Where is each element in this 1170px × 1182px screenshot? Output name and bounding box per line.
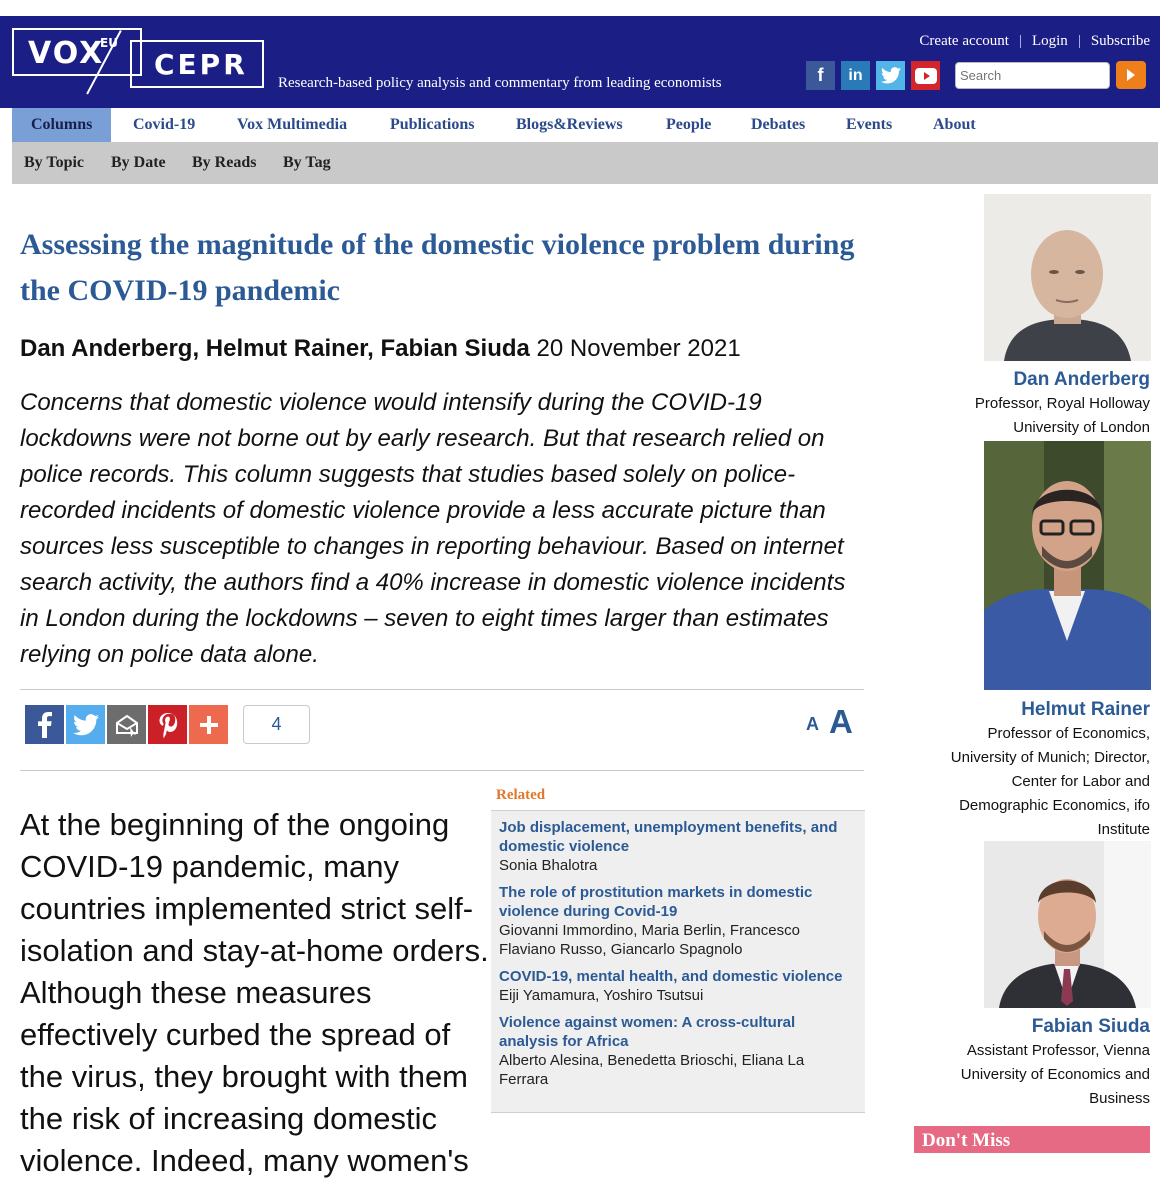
nav-item-vox-multimedia[interactable]: Vox Multimedia <box>237 116 348 133</box>
related-item-authors: Alberto Alesina, Benedetta Brioschi, Eliana La Ferrara <box>499 1052 805 1088</box>
header-top-strip <box>0 0 1170 16</box>
nav-item-columns[interactable]: Columns <box>12 108 111 142</box>
article-authors[interactable]: Dan Anderberg, Helmut Rainer, Fabian Siuda <box>20 335 530 362</box>
arrow-right-icon <box>1125 68 1137 82</box>
twitter-icon[interactable] <box>876 61 905 90</box>
sidebar-author-affiliation <box>975 392 1150 440</box>
article-title: Assessing the magnitude of the domestic violence problem during the COVID-19 pandemic <box>20 228 855 307</box>
affiliation-line: Business <box>1089 1090 1150 1107</box>
search-submit-button[interactable] <box>1116 61 1146 89</box>
search-input[interactable] <box>955 62 1110 89</box>
share-facebook-icon[interactable] <box>25 705 64 744</box>
nav-item-publications[interactable]: Publications <box>390 116 475 133</box>
share-print-email-icon[interactable] <box>107 705 146 744</box>
share-more-plus-icon[interactable] <box>189 705 228 744</box>
divider <box>20 689 864 690</box>
subnav-by-tag[interactable]: By Tag <box>283 154 331 171</box>
share-twitter-icon[interactable] <box>66 705 105 744</box>
divider <box>20 770 864 771</box>
nav-item-people[interactable]: People <box>666 116 712 133</box>
sidebar-author-affiliation <box>961 1039 1150 1111</box>
nav-item-about[interactable]: About <box>933 116 976 133</box>
nav-item-events[interactable]: Events <box>846 116 893 133</box>
article-body: At the beginning of the ongoing COVID-19 pandemic, many countries implemented strict self-isolation and stay-at-home orders. Although these measures effectively curbed the spread of the virus, they brought with them the risk of increasing domestic violence. Indeed, many women's <box>20 807 489 1178</box>
related-box <box>491 781 865 1113</box>
font-size-small-button[interactable]: A <box>806 714 819 734</box>
related-item-title[interactable]: Job displacement, unemployment benefits, and domestic violence <box>499 819 838 855</box>
related-item <box>491 818 865 875</box>
nav-item-covid-19[interactable]: Covid-19 <box>133 116 196 133</box>
article-date: 20 November 2021 <box>536 335 741 362</box>
font-size-large-button[interactable]: A <box>829 703 853 740</box>
logo-eu-text: EU <box>100 36 118 50</box>
cepr-logo[interactable] <box>130 40 264 88</box>
affiliation-line: Center for Labor and <box>1011 773 1150 790</box>
dont-miss-heading[interactable]: Don't Miss <box>914 1126 1150 1153</box>
related-item <box>491 883 865 959</box>
logo-cepr-text: CEPR <box>154 48 248 81</box>
nav-item-debates[interactable]: Debates <box>751 116 806 133</box>
article-abstract: Concerns that domestic violence would intensify during the COVID-19 lockdowns were not borne out by early research. But that research relied on police records. This column suggests that studies based solely on police-recorded incidents of domestic violence provide a less accurate picture than sources less susceptible to changes in reporting behaviour. Based on internet search activity, the authors find a 40% increase in domestic violence incidents in London during the lockdowns – seven to eight times larger than estimates relying on police data alone. <box>20 389 846 668</box>
related-item-title[interactable]: Violence against women: A cross-cultural analysis for Africa <box>499 1014 796 1050</box>
youtube-icon[interactable] <box>911 61 940 90</box>
account-links <box>919 33 1150 50</box>
main-nav <box>12 108 1158 142</box>
affiliation-line: Assistant Professor, Vienna <box>966 1042 1150 1059</box>
subscribe-link[interactable]: Subscribe <box>1090 33 1150 49</box>
author-photo-anderberg[interactable] <box>984 194 1151 361</box>
related-item-authors: Eiji Yamamura, Yoshiro Tsutsui <box>499 987 704 1004</box>
create-account-link[interactable]: Create account <box>919 33 1009 49</box>
related-item-title[interactable]: The role of prostitution markets in domestic violence during Covid-19 <box>499 884 813 920</box>
related-item <box>491 967 865 1005</box>
logo-vox-text: VOX <box>28 36 105 71</box>
sidebar-author-affiliation <box>951 722 1150 842</box>
sidebar-author-name[interactable]: Dan Anderberg <box>1013 369 1150 390</box>
linkedin-icon[interactable]: in <box>841 61 870 90</box>
voxeu-logo[interactable] <box>12 28 142 76</box>
sidebar-author-name[interactable]: Fabian Siuda <box>1031 1016 1150 1037</box>
facebook-icon[interactable]: f <box>806 61 835 90</box>
separator: | <box>1018 33 1022 49</box>
separator: | <box>1077 33 1081 49</box>
related-item-authors: Giovanni Immordino, Maria Berlin, Francesco Flaviano Russo, Giancarlo Spagnolo <box>499 922 800 958</box>
share-bar <box>25 705 228 744</box>
affiliation-line: Institute <box>1097 821 1150 838</box>
affiliation-line: University of London <box>1013 419 1150 436</box>
affiliation-line: Professor, Royal Holloway <box>974 395 1150 412</box>
header-right-strip <box>1160 16 1170 136</box>
related-item <box>491 1013 865 1089</box>
subnav-by-date[interactable]: By Date <box>111 154 166 171</box>
nav-item-blogs-reviews[interactable]: Blogs&Reviews <box>516 116 623 133</box>
author-photo-rainer[interactable] <box>984 441 1151 690</box>
related-heading: Related <box>491 781 865 811</box>
share-pinterest-icon[interactable] <box>148 705 187 744</box>
share-count: 4 <box>243 705 310 744</box>
affiliation-line: University of Economics and <box>960 1066 1150 1083</box>
sidebar-author-name[interactable]: Helmut Rainer <box>1021 699 1150 720</box>
subnav-by-topic[interactable]: By Topic <box>24 154 85 171</box>
site-header <box>0 0 1170 108</box>
subnav-by-reads[interactable]: By Reads <box>192 154 257 171</box>
site-tagline: Research-based policy analysis and commentary from leading economists <box>278 75 722 91</box>
related-item-title[interactable]: COVID-19, mental health, and domestic violence <box>499 968 843 985</box>
affiliation-line: University of Munich; Director, <box>950 749 1150 766</box>
social-links <box>806 61 940 90</box>
login-link[interactable]: Login <box>1031 33 1068 49</box>
affiliation-line: Demographic Economics, ifo <box>959 797 1150 814</box>
sub-nav <box>12 142 1158 184</box>
article-byline <box>20 335 741 363</box>
author-photo-siuda[interactable] <box>984 841 1151 1008</box>
affiliation-line: Professor of Economics, <box>987 725 1150 742</box>
related-item-authors: Sonia Bhalotra <box>499 857 598 874</box>
